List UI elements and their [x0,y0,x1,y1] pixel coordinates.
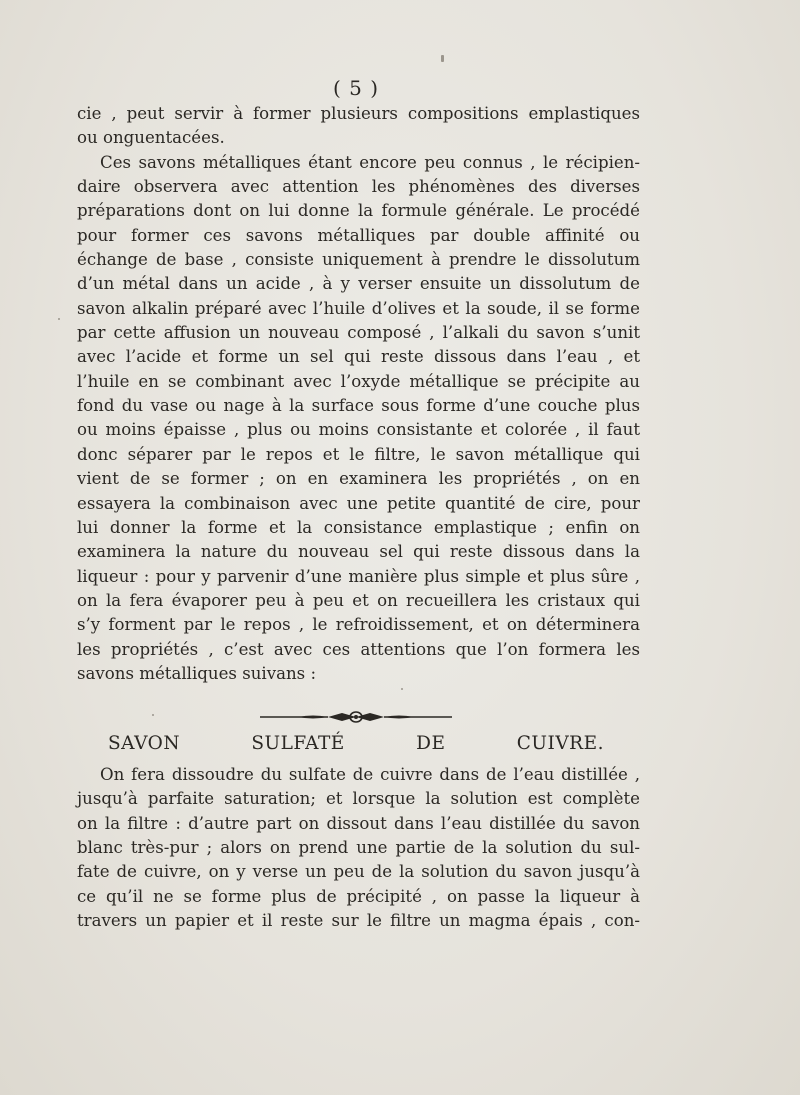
text-line: savon alkalin préparé avec l’huile d’olives et la soude, il se forme [77,298,640,318]
text-line: l’huile en se combinant avec l’oxyde métallique se précipite au [77,371,640,391]
text-line: préparations dont on lui donne la formule générale. Le procédé [77,201,640,221]
paper-speck [441,55,444,62]
text-line: ou onguentacées. [77,128,225,148]
text-line: essayera la combinaison avec une petite quantité de cire, pour [77,493,640,513]
text-line: Ces savons métalliques étant encore peu connus , le récipien- [100,152,640,172]
text-line: s’y forment par le repos , le refroidissement, et on déterminera [77,615,640,635]
text-line: on la filtre : d’autre part on dissout dans l’eau distillée du savon [77,813,640,833]
text-line: fate de cuivre, on y verse un peu de la solution du savon jusqu’à [77,862,640,882]
text-line: les propriétés , c’est avec ces attentions que l’on formera les [77,639,640,659]
body-text-upper [77,102,640,686]
text-line: vient de se former ; on en examinera les propriétés , on en [77,469,640,489]
text-line: par cette affusion un nouveau composé , l’alkali du savon s’unit [77,323,640,343]
text-line: avec l’acide et forme un sel qui reste dissous dans l’eau , et [77,347,640,367]
body-text-lower [77,763,640,933]
paper-speck [58,318,60,320]
text-line: pour former ces savons métalliques par double affinité ou [77,225,640,245]
text-line: travers un papier et il reste sur le filtre un magma épais , con- [77,911,640,931]
text-line: ce qu’il ne se forme plus de précipité , on passe la liqueur à [77,886,640,906]
text-line: examinera la nature du nouveau sel qui reste dissous dans la [77,542,640,562]
text-line: on la fera évaporer peu à peu et on recueillera les cristaux qui [77,590,640,610]
text-line: lui donner la forme et la consistance emplastique ; enfin on [77,517,640,537]
text-line: savons métalliques suivans : [77,663,317,683]
page-number: ( 5 ) [332,76,380,100]
text-line: liqueur : pour y parvenir d’une manière plus simple et plus sûre , [77,566,640,586]
text-line: daire observera avec attention les phénomènes des diverses [77,177,640,197]
text-line: blanc très-pur ; alors on prend une partie de la solution du sul- [77,838,640,858]
paper-speck [401,688,403,690]
ornamental-rule [258,710,454,724]
text-line: cie , peut servir à former plusieurs compositions emplastiques [77,104,640,123]
text-line: d’un métal dans un acide , à y verser ensuite un dissolutum de [77,274,640,294]
section-heading: SAVON SULFATÉ DE CUIVRE. [108,733,604,754]
paper-speck [152,714,154,716]
text-line: donc séparer par le repos et le filtre, le savon métallique qui [77,444,640,464]
text-line: échange de base , consiste uniquement à prendre le dissolutum [77,250,640,270]
text-line: fond du vase ou nage à la surface sous forme d’une couche plus [77,396,640,416]
text-line: ou moins épaisse , plus ou moins consistante et colorée , il faut [77,420,640,440]
text-line: On fera dissoudre du sulfate de cuivre dans de l’eau distillée , [100,765,640,784]
text-line: jusqu’à parfaite saturation; et lorsque la solution est complète [77,789,640,809]
